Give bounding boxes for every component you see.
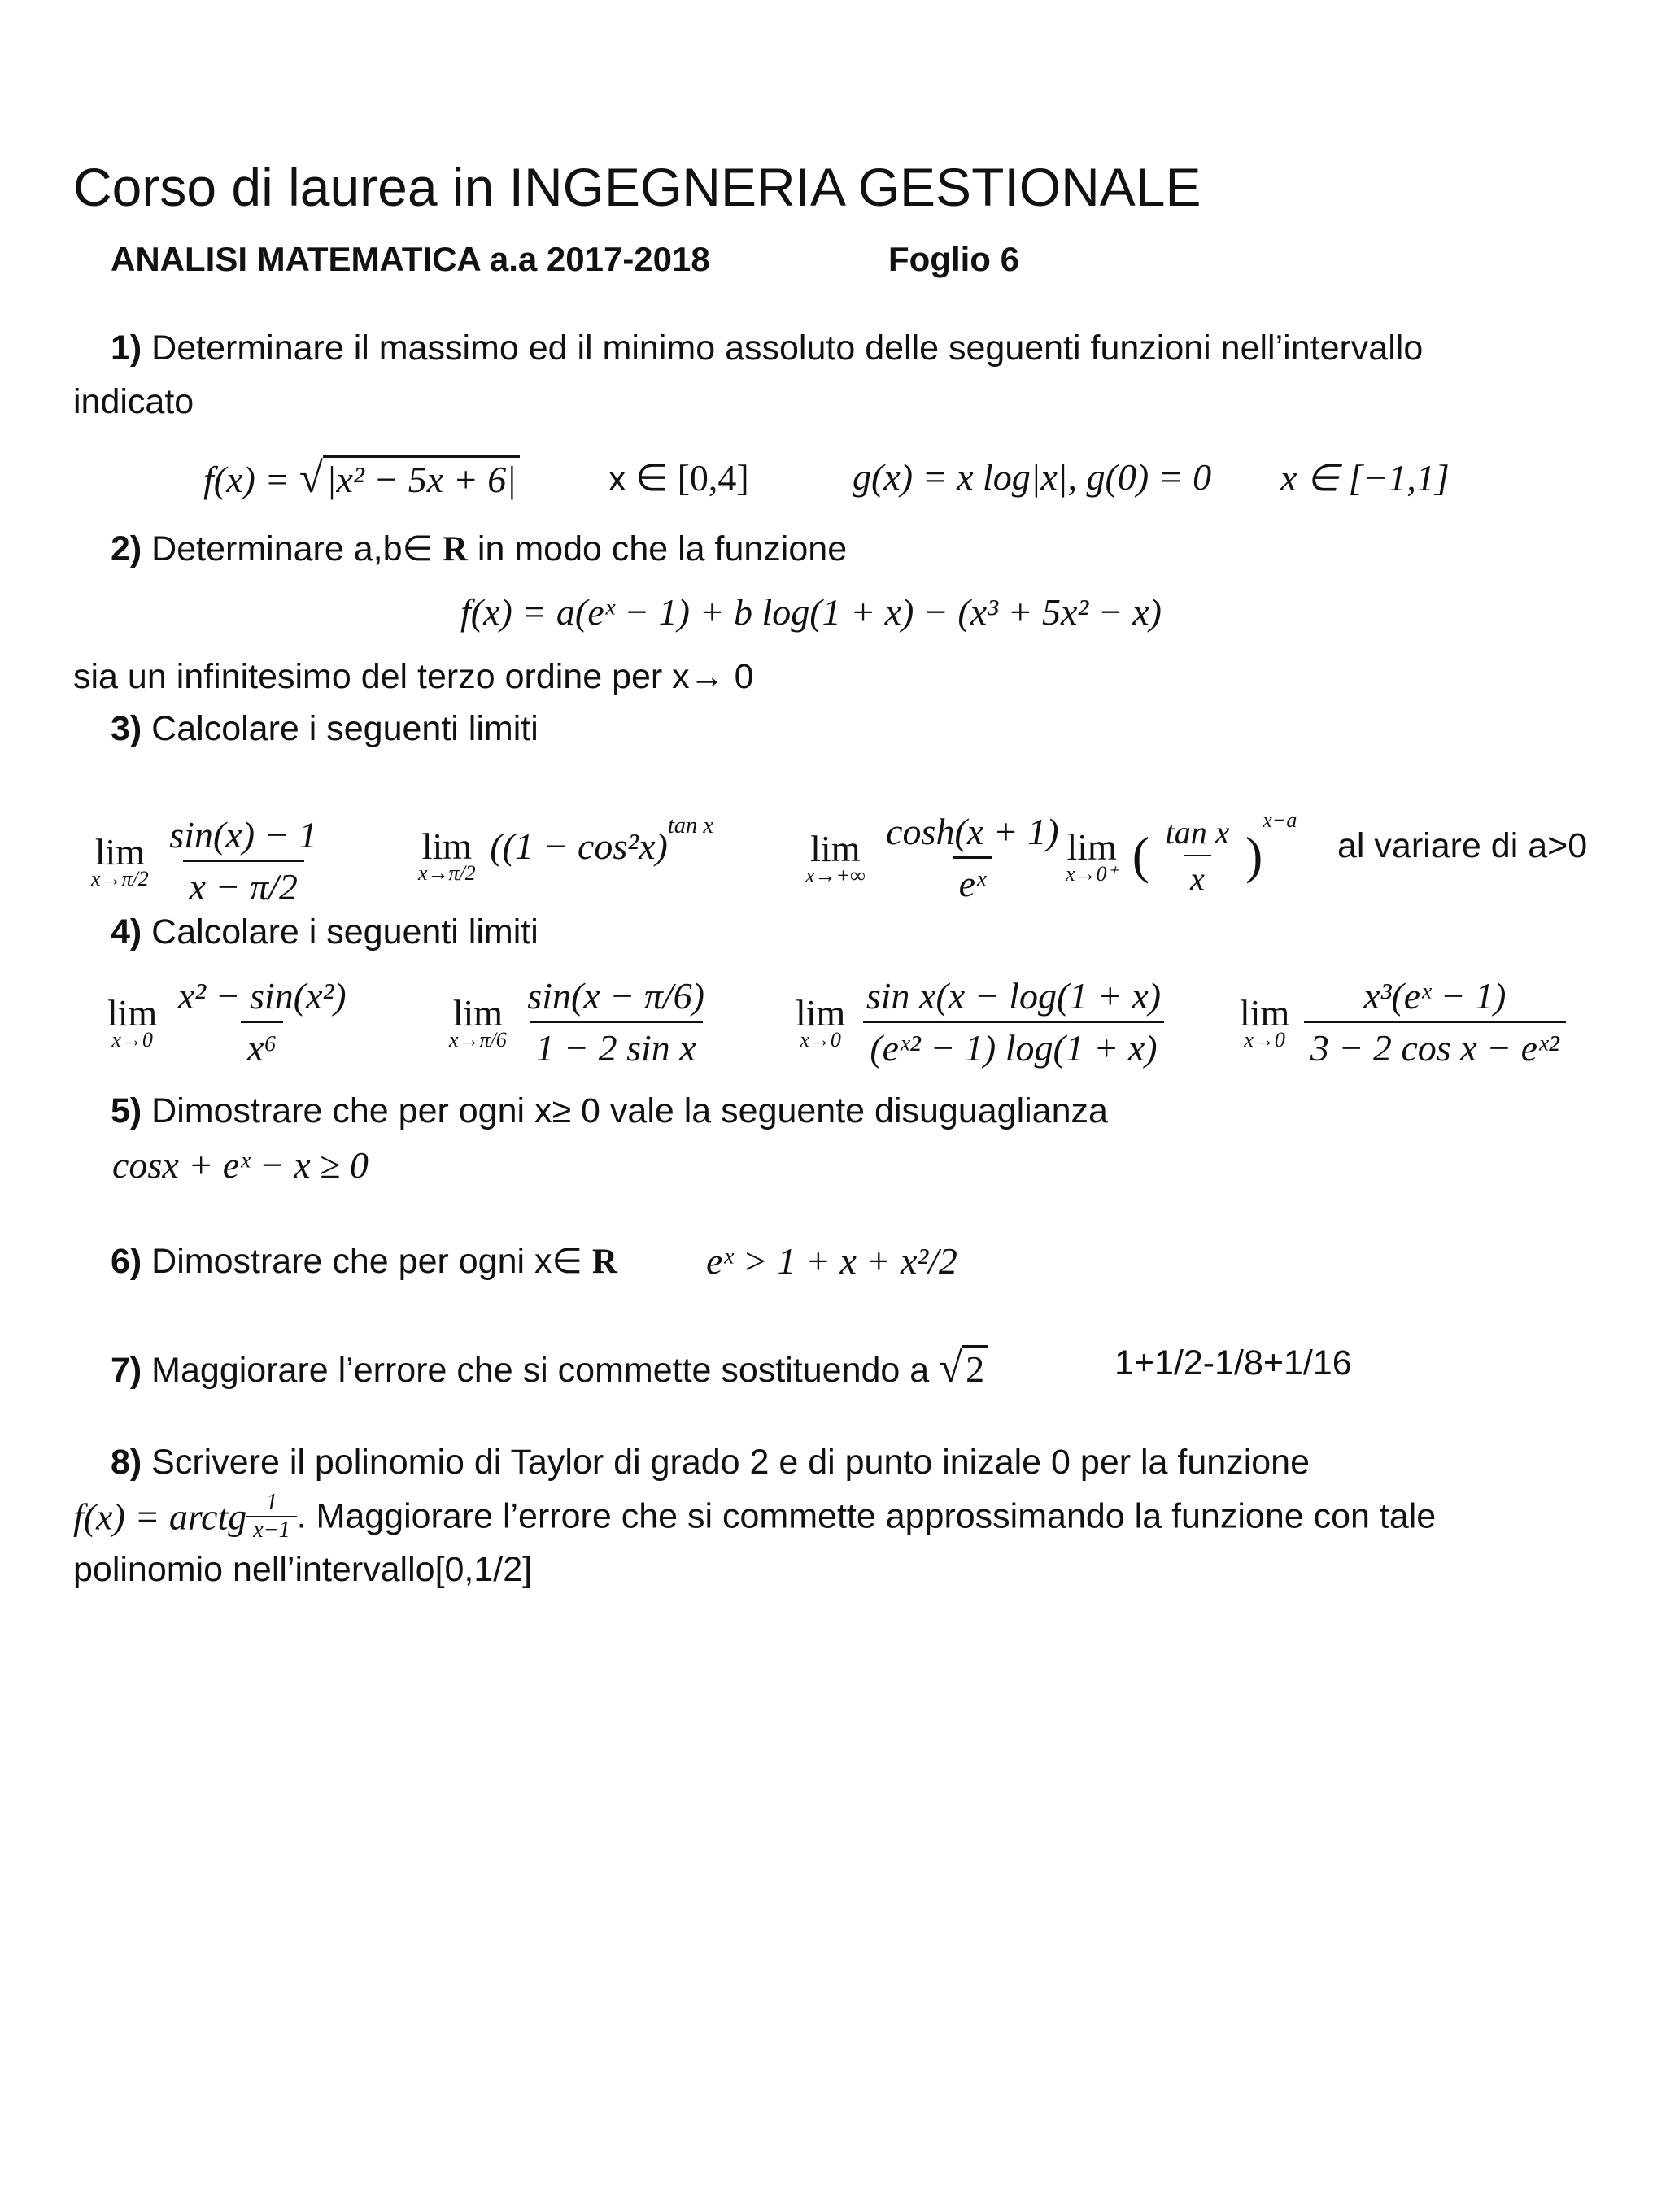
exercise-1-number: 1) <box>111 329 142 368</box>
fraction-denominator: (eˣ² − 1) log(1 + x) <box>863 1021 1163 1069</box>
fraction-numerator: sin x(x − log(1 + x) <box>866 975 1162 1017</box>
lim-subscript: x→π/2 <box>418 861 476 885</box>
f-radicand: |x² − 5x + 6| <box>323 455 520 501</box>
lim-label: lim <box>810 828 861 869</box>
real-numbers-symbol: R <box>442 530 468 568</box>
exercise-5-number: 5) <box>111 1091 142 1130</box>
exercise-5-statement: Dimostrare che per ogni x≥ 0 vale la seguente disuguaglianza <box>142 1091 1108 1130</box>
exercise-8-function: f(x) = arctg <box>73 1496 247 1538</box>
fraction-denominator: 3 − 2 cos x − eˣ² <box>1304 1021 1566 1069</box>
exercise-2-text <box>111 529 847 569</box>
fraction-numerator: cosh(x + 1) <box>886 811 1059 852</box>
limit-exponent: tan x <box>667 813 714 838</box>
ex3-limit-2 <box>418 813 714 886</box>
exercise-4-number: 4) <box>111 912 142 951</box>
ex3-limit-1 <box>91 813 324 908</box>
exercise-8-number: 8) <box>111 1443 142 1482</box>
exercise-3-number: 3) <box>111 709 142 748</box>
exercise-1-f-interval <box>608 455 749 499</box>
lim-label: lim <box>107 992 158 1034</box>
fraction-denominator: x <box>1184 855 1211 898</box>
fraction-numerator: sin(x − π/6) <box>527 975 704 1017</box>
lim-label: lim <box>94 831 146 873</box>
ex3-condition: al variare di a>0 <box>1337 826 1588 865</box>
exercise-7-statement: Maggiorare l’errore che si commette sostituendo a <box>142 1351 940 1390</box>
exercise-1-statement: Determinare il massimo ed il minimo assoluto delle seguenti funzioni nell’intervallo <box>142 329 1424 368</box>
exercise-1-g-interval: x ∈ [−1,1] <box>1280 457 1450 499</box>
lim-subscript: x→0 <box>1244 1028 1285 1052</box>
sqrt-radicand: 2 <box>962 1345 988 1391</box>
sqrt-sign-icon: √ <box>939 1344 963 1391</box>
left-paren-icon: ( <box>1132 826 1150 884</box>
exercise-4-statement: Calcolare i seguenti limiti <box>142 912 539 951</box>
lim-label: lim <box>1066 825 1117 868</box>
ex4-limit-3 <box>796 974 1167 1069</box>
exercise-8-text-cont: polinomio nell’intervallo[0,1/2] <box>73 1550 533 1589</box>
f-interval-var: x <box>608 459 626 499</box>
limit-exponent: x−a <box>1263 808 1297 832</box>
lim-label: lim <box>1240 992 1290 1034</box>
exercise-8-line-2 <box>73 1490 1436 1544</box>
exercise-3-text <box>111 709 539 749</box>
exercise-1-text <box>111 329 1423 368</box>
right-paren-icon: ) <box>1245 826 1263 884</box>
real-numbers-symbol: R <box>591 1243 617 1281</box>
exercise-5-formula: cosx + eˣ − x ≥ 0 <box>112 1144 369 1186</box>
exercise-8-statement-cont: . Maggiorare l’errore che si commette approssimando la funzione con tale <box>296 1496 1437 1536</box>
fraction-numerator: sin(x) − 1 <box>169 814 318 856</box>
lim-label: lim <box>796 992 846 1034</box>
exercise-6-text <box>111 1241 617 1282</box>
ex4-limit-2 <box>449 974 711 1069</box>
page-title: Corso di laurea in INGEGNERIA GESTIONALE <box>73 157 1201 217</box>
f-interval: ∈ [0,4] <box>626 457 749 499</box>
exercise-8-text <box>111 1443 1310 1483</box>
ex4-limit-1 <box>107 974 353 1069</box>
fraction-numerator: 1 <box>265 1490 277 1515</box>
exercise-1-f-formula <box>203 454 520 503</box>
sheet-number: Foglio 6 <box>888 240 1019 278</box>
lim-label: lim <box>452 992 504 1034</box>
exercise-1-g-formula: g(x) = x log|x|, g(0) = 0 <box>853 456 1212 498</box>
exercise-7-text <box>111 1343 988 1392</box>
fraction-numerator: x² − sin(x²) <box>177 975 347 1017</box>
lim-subscript: x→+∞ <box>805 864 866 887</box>
course-name: ANALISI MATEMATICA a.a 2017-2018 <box>111 240 710 278</box>
lim-subscript: x→0 <box>800 1028 841 1052</box>
exercise-2-statement-a: Determinare a,b∈ <box>142 529 443 568</box>
ex4-limit-4 <box>1240 974 1566 1069</box>
lim-subscript: x→π/6 <box>449 1028 507 1052</box>
exercise-2-text-cont: sia un infinitesimo del terzo ordine per x→ 0 <box>73 657 754 696</box>
fraction-denominator: 1 − 2 sin x <box>530 1021 703 1069</box>
exercise-3-statement: Calcolare i seguenti limiti <box>142 709 539 748</box>
lim-label: lim <box>421 825 473 867</box>
fraction-denominator: x−1 <box>246 1516 296 1544</box>
exercise-7-number: 7) <box>111 1351 142 1390</box>
exercise-7-expression: 1+1/2-1/8+1/16 <box>1114 1343 1352 1382</box>
fraction-numerator: x³(eˣ − 1) <box>1363 975 1507 1017</box>
exercise-6-number: 6) <box>111 1242 142 1281</box>
exercise-6-formula: eˣ > 1 + x + x²/2 <box>706 1240 957 1282</box>
exercise-4-text <box>111 912 539 952</box>
fraction-denominator: x⁶ <box>241 1021 283 1069</box>
exercise-2-number: 2) <box>111 529 142 568</box>
ex3-limit-3 <box>805 810 1066 905</box>
sqrt-sign-icon: √ <box>299 455 323 502</box>
limit-body: ((1 − cos²x) <box>490 825 668 867</box>
ex3-limit-4 <box>1066 808 1297 898</box>
exercise-5-text <box>111 1091 1108 1131</box>
fraction-numerator: tan x <box>1165 814 1230 851</box>
exercise-6-statement: Dimostrare che per ogni x∈ <box>142 1242 592 1281</box>
exercise-8-statement: Scrivere il polinomio di Taylor di grado 2 e di punto inizale 0 per la funzione <box>142 1443 1310 1482</box>
exercise-1-text-cont: indicato <box>73 382 194 421</box>
fraction-denominator: eˣ <box>953 856 992 905</box>
exercise-2-statement-b: in modo che la funzione <box>467 529 848 568</box>
fraction-denominator: x − π/2 <box>183 860 304 908</box>
f-lhs: f(x) = <box>203 459 290 500</box>
exercise-2-formula: f(x) = a(eˣ − 1) + b log(1 + x) − (x³ + 5x² − x) <box>460 591 1162 633</box>
lim-subscript: x→π/2 <box>91 867 149 890</box>
lim-subscript: x→0⁺ <box>1066 861 1119 886</box>
lim-subscript: x→0 <box>111 1028 153 1052</box>
